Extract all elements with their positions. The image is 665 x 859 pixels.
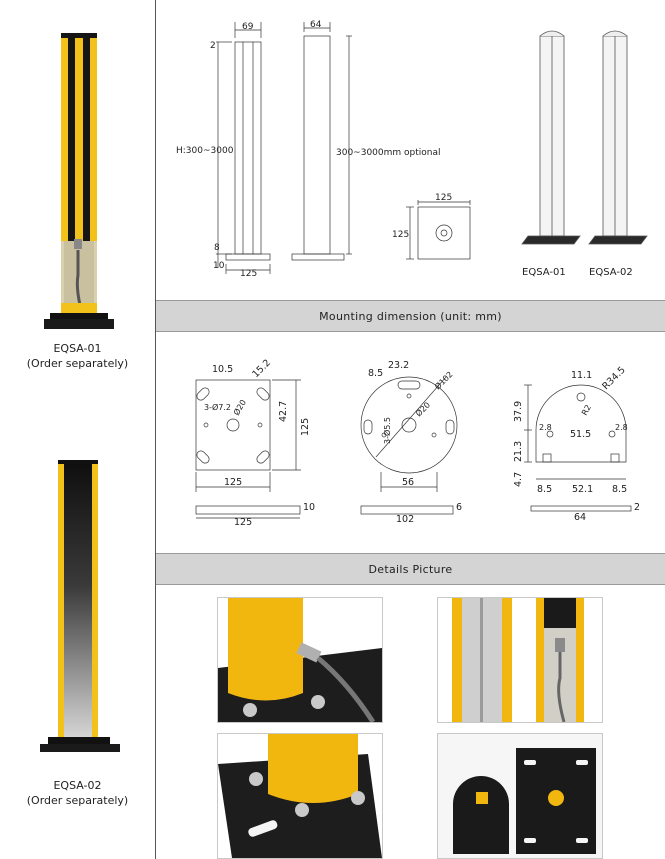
dim-top-gap: 2: [210, 41, 216, 51]
dim-half-10: 8.5: [537, 484, 553, 495]
detail-photo-internal: [437, 597, 603, 723]
dim-half-12: 8.5: [612, 484, 628, 495]
dim-half-bottom: 64: [574, 512, 587, 523]
dim-base-width: 125: [240, 269, 258, 279]
product-model: EQSA-01: [53, 342, 102, 355]
section-band-details: [156, 553, 665, 585]
dim-square-5: 42.7: [278, 400, 289, 422]
dim-base-height-a: 10: [213, 261, 225, 271]
section-title: Details Picture: [368, 562, 453, 576]
dim-square-7: 125: [224, 477, 243, 488]
dim-round-3: Ø102: [433, 369, 455, 392]
dim-square-2: 15.2: [250, 357, 274, 381]
dim-base-height-b: 8: [214, 243, 220, 253]
detail-photo-plates: [437, 733, 603, 859]
dim-half-3: R2: [579, 403, 594, 417]
render-label-eqsa-01: EQSA-01: [522, 267, 566, 278]
dim-half-thick: 2: [634, 502, 641, 513]
dim-square-4: Ø20: [231, 398, 248, 417]
product-image-eqsa-01: [40, 25, 120, 340]
dim-half-4: 2.8: [539, 423, 552, 432]
dim-round-2: 8.5: [368, 368, 384, 379]
dim-plate-top: 125: [435, 193, 453, 203]
dim-square-bottom: 125: [234, 517, 253, 528]
dim-half-11: 52.1: [572, 484, 594, 495]
detail-photo-base: [217, 733, 383, 859]
product-caption-eqsa-01: [0, 341, 155, 371]
dim-square-thick: 10: [303, 502, 316, 513]
dim-square-1: 10.5: [212, 364, 234, 375]
product-note: (Order separately): [26, 794, 129, 807]
detail-photo-connector: [217, 597, 383, 723]
product-image-eqsa-02: [30, 455, 130, 765]
dim-round-1: 23.2: [388, 360, 410, 371]
dim-half-5: 2.8: [615, 423, 628, 432]
section-title: Mounting dimension (unit: mm): [319, 309, 502, 323]
dim-half-1: 11.1: [571, 370, 593, 381]
dim-half-8: 21.3: [513, 440, 524, 462]
render-label-eqsa-02: EQSA-02: [589, 267, 633, 278]
dim-round-6: 56: [402, 477, 415, 488]
product-model: EQSA-02: [53, 779, 102, 792]
dim-half-9: 4.7: [513, 471, 524, 487]
dim-half-2: R34.5: [600, 364, 628, 393]
dim-round-5: 3-Ø5.5: [383, 417, 392, 444]
dim-half-6: 51.5: [570, 429, 592, 440]
dim-width-right: 64: [310, 20, 322, 30]
mounting-drawings: [156, 332, 665, 550]
dim-round-4: Ø20: [414, 400, 433, 419]
dim-width-left: 69: [242, 22, 254, 32]
dimension-drawing: [156, 0, 665, 300]
dim-round-thick: 6: [456, 502, 463, 513]
dim-height: H:300~3000: [176, 146, 234, 156]
dim-square-6: 125: [300, 417, 311, 436]
product-note: (Order separately): [26, 357, 129, 370]
product-caption-eqsa-02: [0, 778, 155, 808]
dim-plate-side: 125: [392, 230, 410, 240]
section-band-mounting: [156, 300, 665, 332]
dim-height-optional: 300~3000mm optional: [336, 148, 441, 158]
dim-square-3: 3-Ø7.2: [204, 403, 231, 412]
dim-half-7: 37.9: [513, 400, 524, 422]
dim-round-bottom: 102: [396, 514, 415, 525]
